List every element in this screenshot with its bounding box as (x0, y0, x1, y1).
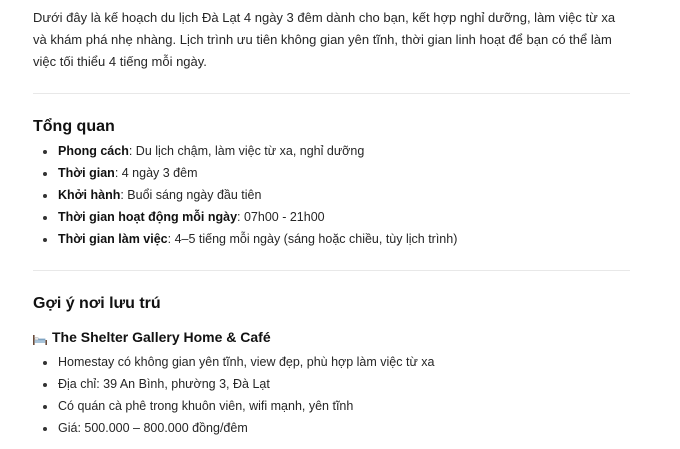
list-item: Địa chỉ: 39 An Bình, phường 3, Đà Lạt (33, 373, 630, 395)
item-label: Thời gian hoạt động mỗi ngày (58, 210, 238, 224)
place-heading (33, 327, 630, 347)
item-value: : 4 ngày 3 đêm (114, 166, 198, 180)
item-label: Khởi hành (58, 188, 121, 202)
document-content (33, 7, 630, 439)
item-label: Thời gian làm việc (58, 232, 168, 246)
accommodation-heading: Gợi ý nơi lưu trú (33, 295, 161, 312)
overview-list (33, 140, 630, 250)
item-value: : Buổi sáng ngày đầu tiên (120, 188, 262, 202)
overview-heading: Tổng quan (33, 118, 115, 135)
item-value: : 4–5 tiếng mỗi ngày (sáng hoặc chiều, tùy lịch trình) (167, 232, 458, 246)
list-item (33, 140, 630, 162)
bed-icon (33, 331, 47, 343)
item-label: Phong cách (58, 144, 129, 158)
list-item (33, 184, 630, 206)
item-value: : 07h00 - 21h00 (237, 210, 325, 224)
list-item: Có quán cà phê trong khuôn viên, wifi mạnh, yên tĩnh (33, 395, 630, 417)
list-item (33, 162, 630, 184)
intro-paragraph: Dưới đây là kế hoạch du lịch Đà Lạt 4 ngày 3 đêm dành cho bạn, kết hợp nghỉ dưỡng, làm việc từ xa và khám phá nhẹ nhàng. Lịch trình ưu tiên không gian yên tĩnh, thời gian linh hoạt để bạn có thể làm việc tối thiểu 4 tiếng mỗi ngày. (33, 10, 616, 69)
place-details-list (33, 351, 630, 439)
item-label: Thời gian (58, 166, 115, 180)
list-item (33, 206, 630, 228)
list-item (33, 228, 630, 250)
list-item: Homestay có không gian yên tĩnh, view đẹp, phù hợp làm việc từ xa (33, 351, 630, 373)
list-item: Giá: 500.000 – 800.000 đồng/đêm (33, 417, 630, 439)
item-value: : Du lịch chậm, làm việc từ xa, nghỉ dưỡng (128, 144, 365, 158)
place-name: The Shelter Gallery Home & Café (52, 329, 271, 345)
